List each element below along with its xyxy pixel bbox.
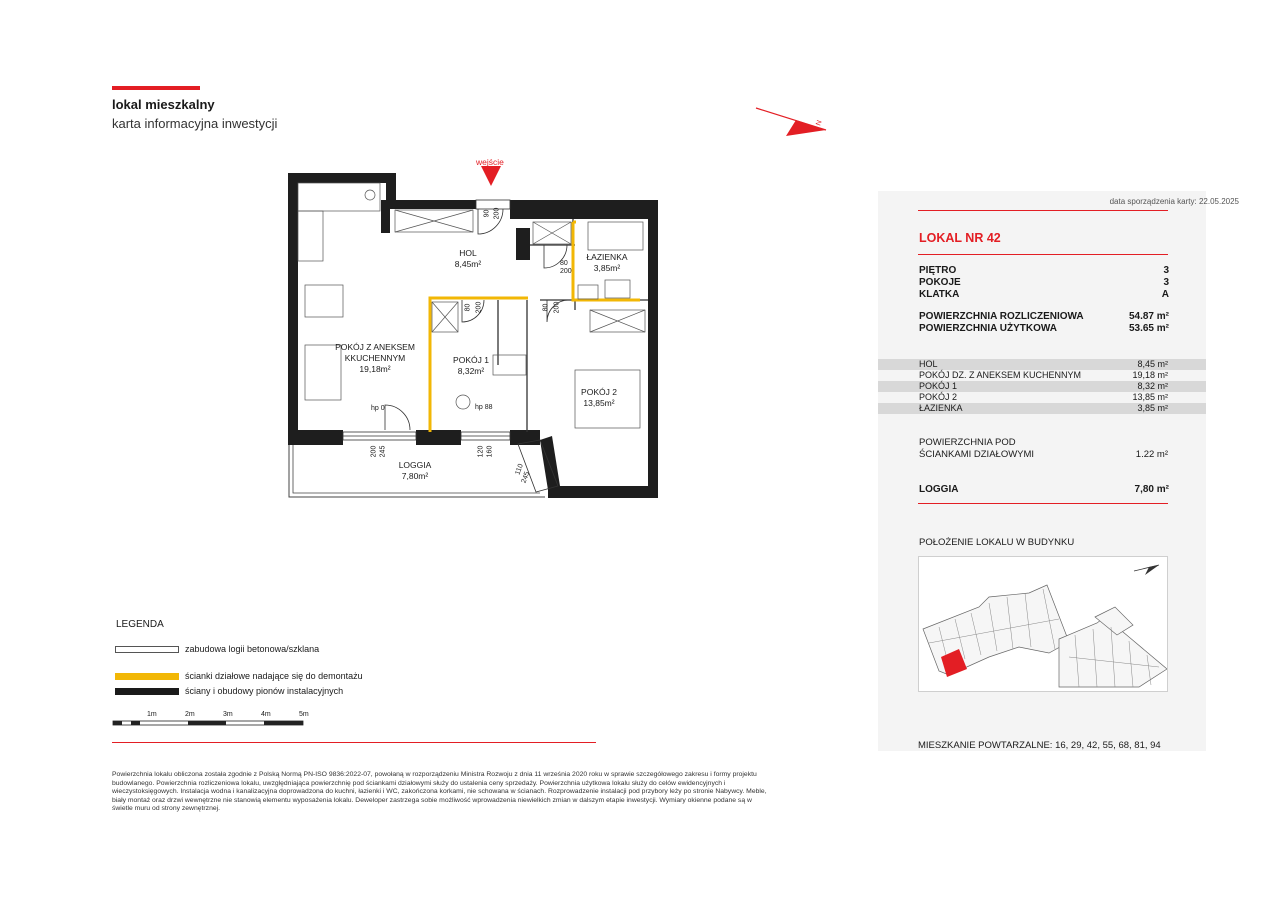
unit-number: LOKAL NR 42 xyxy=(919,231,1001,245)
entrance-arrow-icon xyxy=(481,166,501,186)
legend-label: zabudowa logii betonowa/szklana xyxy=(185,644,320,654)
building-location-map xyxy=(918,556,1168,692)
building-plan-thumbnail xyxy=(919,557,1168,692)
room-pokoj1-label xyxy=(446,355,496,377)
room-name: HOL xyxy=(459,248,477,258)
scale-bar xyxy=(112,718,308,728)
room-lazienka-label xyxy=(582,252,632,274)
room-salon-label xyxy=(330,342,420,375)
dim-label: 245 xyxy=(379,445,387,458)
room-pokoj2-label xyxy=(574,387,624,409)
panel-divider xyxy=(918,503,1168,504)
room-name-2: KKUCHENNYM xyxy=(344,353,406,363)
room-name: POKÓJ 2 xyxy=(581,387,617,397)
north-arrow-icon xyxy=(754,104,834,140)
dim-label: 120 xyxy=(477,445,485,458)
legend-swatch xyxy=(115,688,179,695)
legend-swatch xyxy=(115,646,179,653)
info-row-klatka xyxy=(919,289,1169,300)
scale-label: 5m xyxy=(299,711,309,718)
room-row-area: 8,32 m² xyxy=(1137,381,1168,391)
dim-label: 160 xyxy=(486,445,494,458)
footnote: Powierzchnia lokalu obliczona została zgodnie z Polską Normą PN-ISO 9836:2022-07, powołaną w rozporządzeniu Ministra Rozwoju z dnia 11 września 2020 roku w sprawie szczegółowego zakresu i formy projektu budowlanego. Powierzchnia rozliczeniowa lokalu, uwzględniająca powierzchnię pod ściankami działowymi służy do ustalenia ceny sprzedaży. Powierzchnia użytkowa lokalu służy do celów ewidencyjnych i wieczystoksięgowych. Instalacja wodna i kanalizacyjna doprowadzona do kuchni, łazienki i WC, zakończona korkami, nie schowana w ścianach. Rozprowadzenie instalacji pod przybory leży po stronie Nabywcy. Meble, biały montaż oraz drzwi wewnętrzne nie stanowią elementu wyposażenia lokalu. Deweloper zastrzega sobie możliwość wprowadzenia niewielkich zmian w dalszym etapie inwestycji. Wymiary okienne podane są w świetle muru od strony zewnętrznej. xyxy=(112,771,767,813)
room-row xyxy=(878,403,1206,414)
info-value: 3 xyxy=(1163,265,1169,276)
room-row-area: 13,85 m² xyxy=(1132,392,1168,402)
entrance-label: wejście xyxy=(476,157,504,167)
room-area: 13,85m² xyxy=(583,398,615,408)
location-title: POŁOŻENIE LOKALU W BUDYNKU xyxy=(919,537,1075,548)
legend-item-loggia xyxy=(115,644,319,654)
document-subtitle: karta informacyjna inwestycji xyxy=(112,116,278,131)
room-loggia-label xyxy=(390,460,440,482)
pod-scianami-line2: ŚCIANKAMI DZIAŁOWYMI xyxy=(919,449,1035,460)
info-label: POKOJE xyxy=(919,277,961,288)
room-area: 3,85m² xyxy=(593,263,621,273)
info-label: POWIERZCHNIA ROZLICZENIOWA xyxy=(919,311,1084,322)
scale-label: 4m xyxy=(261,711,271,718)
room-row xyxy=(878,381,1206,392)
info-label: POWIERZCHNIA UŻYTKOWA xyxy=(919,323,1057,334)
panel-divider xyxy=(918,254,1168,255)
dim-label: 110 xyxy=(514,463,525,476)
document-title: lokal mieszkalny xyxy=(112,97,215,112)
room-area: 19,18m² xyxy=(359,364,391,374)
area-uzytkowa-row xyxy=(919,323,1169,334)
panel-divider xyxy=(918,210,1168,211)
dim-label: hp 0 xyxy=(371,405,385,412)
info-value: 53.65 m² xyxy=(1128,323,1169,334)
dim-label: 90 xyxy=(483,209,491,218)
pod-scianami-label xyxy=(919,437,1034,461)
legend-title: LEGENDA xyxy=(116,619,164,630)
info-row-pokoje xyxy=(919,277,1169,288)
legend-item-walls xyxy=(115,686,343,696)
dim-label: 80 xyxy=(560,260,568,267)
dim-label: 80 xyxy=(464,303,472,312)
legend-label: ściany i obudowy pionów instalacyjnych xyxy=(185,686,344,696)
repeat-units: MIESZKANIE POWTARZALNE: 16, 29, 42, 55, 68, 81, 94 xyxy=(918,740,1161,751)
room-row-area: 3,85 m² xyxy=(1137,403,1168,413)
dim-label: 80 xyxy=(542,303,550,312)
pod-scianami-value: 1.22 m² xyxy=(1135,449,1168,460)
dim-label: 200 xyxy=(560,268,572,275)
legend-swatch xyxy=(115,673,179,680)
scale-label: 3m xyxy=(223,711,233,718)
loggia-row xyxy=(919,484,1169,495)
room-name: POKÓJ Z ANEKSEM xyxy=(335,342,415,352)
svg-text:N: N xyxy=(815,119,824,127)
room-area: 8,32m² xyxy=(457,366,485,376)
dim-label: 245 xyxy=(520,470,532,485)
info-label: PIĘTRO xyxy=(919,265,957,276)
room-area: 8,45m² xyxy=(454,259,482,269)
legend-item-partition xyxy=(115,671,363,681)
info-label: LOGGIA xyxy=(919,484,959,495)
room-row-area: 8,45 m² xyxy=(1137,359,1168,369)
divider-line xyxy=(112,742,596,743)
info-value: 3 xyxy=(1163,277,1169,288)
room-row-name: POKÓJ 1 xyxy=(919,381,958,391)
dim-label: 200 xyxy=(370,445,378,458)
dim-label: 200 xyxy=(553,301,561,314)
dim-label: hp 88 xyxy=(475,404,493,411)
room-area: 7,80m² xyxy=(401,471,429,481)
legend-label: ścianki działowe nadające się do demontażu xyxy=(185,671,363,681)
floor-plan xyxy=(280,150,670,505)
room-row xyxy=(878,392,1206,403)
room-row xyxy=(878,359,1206,370)
pod-scianami-line1: POWIERZCHNIA POD xyxy=(919,437,1016,448)
info-row-pietro xyxy=(919,265,1169,276)
scale-label: 1m xyxy=(147,711,157,718)
room-name: POKÓJ 1 xyxy=(453,355,489,365)
info-value: 54.87 m² xyxy=(1128,311,1169,322)
dim-label: 200 xyxy=(493,207,501,220)
dim-label: 200 xyxy=(475,301,483,314)
scale-label: 2m xyxy=(185,711,195,718)
info-label: KLATKA xyxy=(919,289,960,300)
room-row-name: HOL xyxy=(919,359,938,369)
room-row-name: ŁAZIENKA xyxy=(919,403,963,413)
room-row-name: POKÓJ DZ. Z ANEKSEM KUCHENNYM xyxy=(919,370,1082,380)
room-name: ŁAZIENKA xyxy=(586,252,628,262)
info-value: A xyxy=(1161,289,1169,300)
header-accent-bar xyxy=(112,86,200,90)
room-row xyxy=(878,370,1206,381)
card-date: data sporządzenia karty: 22.05.2025 xyxy=(1109,197,1239,206)
room-row-name: POKÓJ 2 xyxy=(919,392,958,402)
room-hol-label xyxy=(448,248,488,270)
info-value: 7,80 m² xyxy=(1134,484,1169,495)
area-rozliczeniowa-row xyxy=(919,311,1169,322)
room-name: LOGGIA xyxy=(398,460,432,470)
room-row-area: 19,18 m² xyxy=(1132,370,1168,380)
